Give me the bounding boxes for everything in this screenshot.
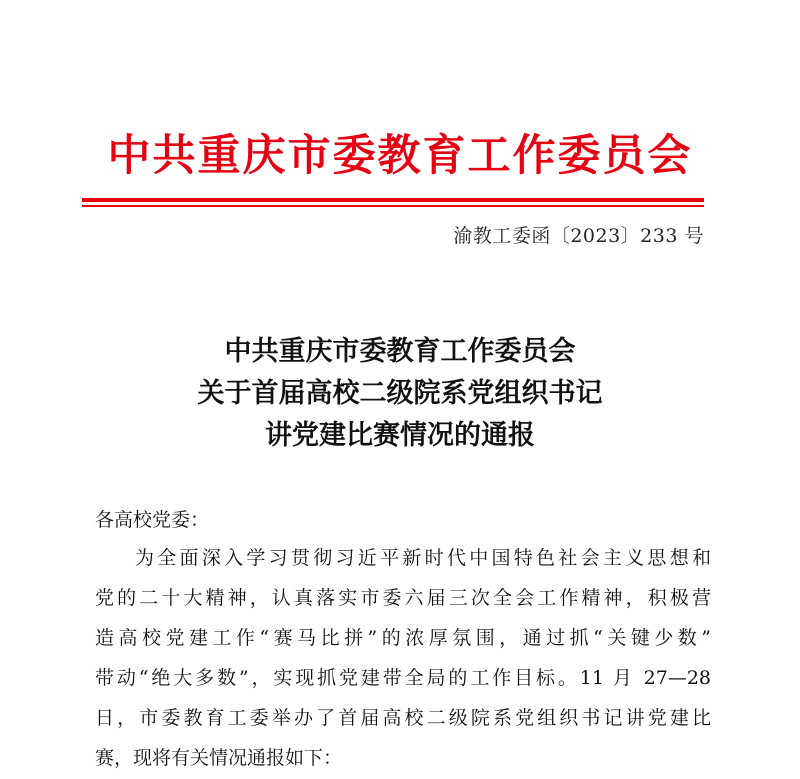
salutation: 各高校党委： <box>95 509 210 531</box>
body-line-4: 带动“绝大多数”，实现抓党建带全局的工作目标。11 月 27—28 <box>95 667 711 689</box>
issuer-masthead: 中共重庆市委教育工作委员会 <box>107 131 693 181</box>
document-number: 渝教工委函〔2023〕233 号 <box>453 225 704 247</box>
masthead-red-rule-thin <box>82 205 704 207</box>
body-line-6: 赛，现将有关情况通报如下： <box>95 747 343 769</box>
title-line-3: 讲党建比赛情况的通报 <box>265 420 535 451</box>
title-line-2: 关于首届高校二级院系党组织书记 <box>197 378 603 409</box>
body-line-1: 为全面深入学习贯彻习近平新时代中国特色社会主义思想和 <box>135 547 711 569</box>
document-title <box>0 331 800 457</box>
title-line-1: 中共重庆市委教育工作委员会 <box>224 336 576 367</box>
body-line-2: 党的二十大精神，认真落实市委六届三次全会工作精神，积极营 <box>95 587 711 609</box>
body-paragraph <box>95 538 711 778</box>
body-line-3: 造高校党建工作“赛马比拼”的浓厚氛围，通过抓“关键少数” <box>95 627 711 649</box>
masthead-red-rule <box>82 198 704 202</box>
body-line-5: 日，市委教育工委举办了首届高校二级院系党组织书记讲党建比 <box>95 707 711 729</box>
